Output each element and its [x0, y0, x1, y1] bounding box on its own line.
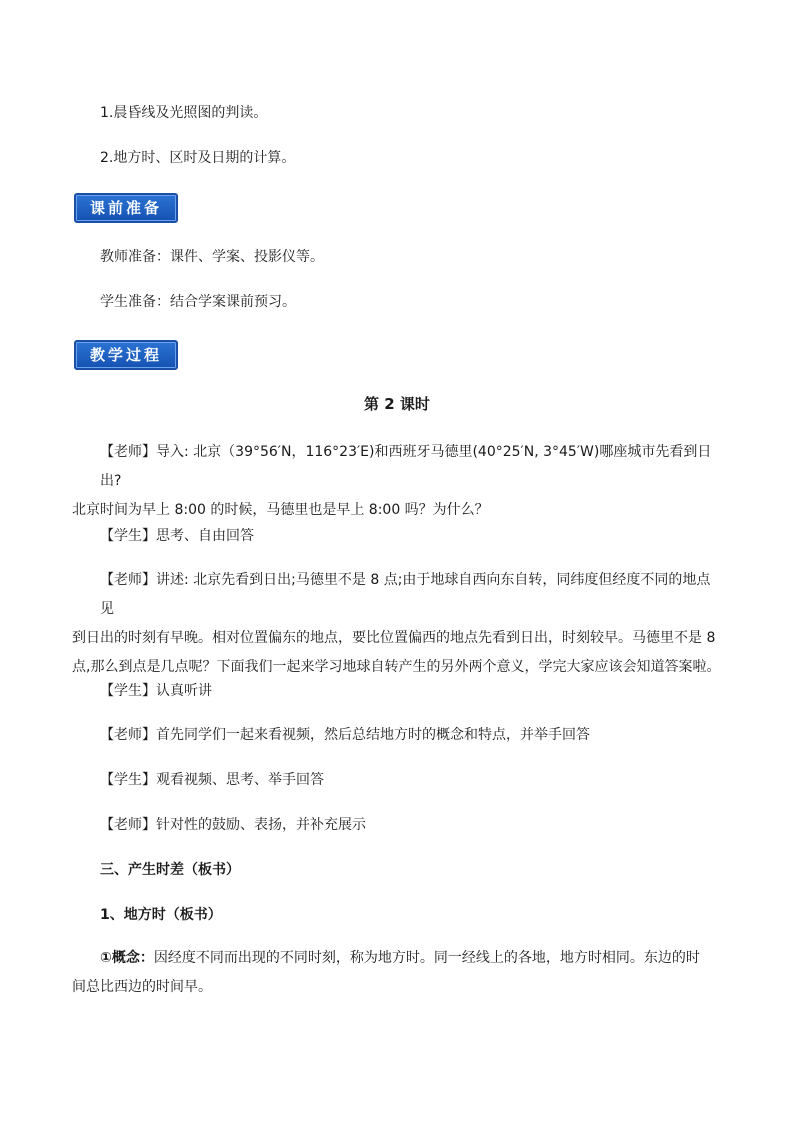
concept-line-2: 间总比西边的时间早。: [72, 979, 212, 995]
dialog-teacher-video: 【老师】首先同学们一起来看视频，然后总结地方时的概念和特点，并举手回答: [100, 727, 590, 743]
dialog-line: 北京时间为早上 8:00 的时候，马德里也是早上 8:00 吗？为什么？: [72, 502, 489, 518]
concept-label: ①概念：: [100, 950, 154, 966]
dialog-teacher-explain: [72, 566, 724, 682]
concept-paragraph: [72, 944, 724, 1002]
section-heading-3: 三、产生时差（板书）: [100, 862, 240, 878]
dialog-student-3: 【学生】观看视频、思考、举手回答: [100, 772, 324, 788]
concept-text: 因经度不同而出现的不同时刻，称为地方时。同一经线上的各地，地方时相同。东边的时: [153, 950, 700, 966]
goal-item-2: 2.地方时、区时及日期的计算。: [100, 150, 296, 166]
dialog-line: 【老师】讲述: 北京先看到日出;马德里不是 8 点;由于地球自西向东自转，同纬度但经度不同的地点见: [100, 572, 711, 617]
dialog-teacher-praise: 【老师】针对性的鼓励、表扬，并补充展示: [100, 817, 366, 833]
student-prep: 学生准备：结合学案课前预习。: [100, 294, 296, 310]
dialog-student-2: 【学生】认真听讲: [100, 683, 212, 699]
dialog-student-1: 【学生】思考、自由回答: [100, 528, 254, 544]
section-badge-prep: 课前准备: [74, 193, 178, 223]
dialog-line: 【老师】导入: 北京（39°56′N，116°23′E)和西班牙马德里(40°25′N, 3°45′W)哪座城市先看到日出?: [100, 444, 712, 489]
dialog-line: 到日出的时刻有早晚。相对位置偏东的地点，要比位置偏西的地点先看到日出，时刻较早。马德里不是 8: [72, 630, 716, 646]
teacher-prep: 教师准备：课件、学案、投影仪等。: [100, 249, 324, 265]
dialog-line: 点,那么到点是几点呢？下面我们一起来学习地球自转产生的另外两个意义，学完大家应该会知道答案啦。: [72, 659, 721, 675]
lesson-title: 第 2 课时: [364, 395, 430, 413]
dialog-teacher-intro: [72, 438, 724, 525]
goal-item-1: 1.晨昏线及光照图的判读。: [100, 105, 268, 121]
subsection-heading-local-time: 1、地方时（板书）: [100, 907, 222, 923]
section-badge-process: 教学过程: [74, 340, 178, 370]
